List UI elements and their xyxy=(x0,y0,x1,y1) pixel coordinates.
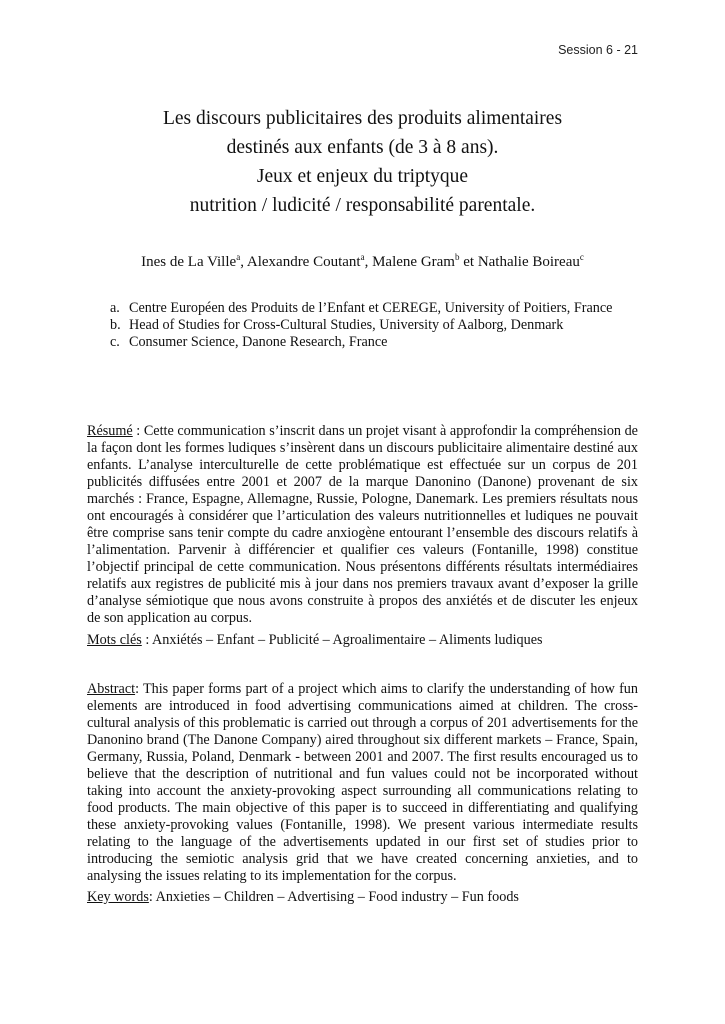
affiliation-marker: b. xyxy=(110,317,121,333)
mots-cles-separator: : xyxy=(141,632,153,648)
author-separator: , xyxy=(364,254,373,270)
abstract-text: This paper forms part of a project which aims to clarify the understanding of how fun elements are introduced in food advertising communications aimed at children. The cross-cultural analysis of this problematic is carried out through a corpus of 201 advertisements for the Danonino brand (The Danone Company) aired throughout six different markets – France, Spain, Germany, Russia, Poland, Denmark - between 2001 and 2007. The first results encouraged us to believe that the description of nutritional and fun values could not be incorporated without taking into account the anxiety-provoking aspect surrounding all communications relating to food products. The main objective of this paper is to succeed in differentiating and qualifying these anxiety-provoking values (Fontanille, 1998). We present various intermediate results relating to the language of the advertisements updated in our first set of studies prior to introducing the semiotic analysis grid that we have created concerning anxieties, and to analysing the issues relating to its implementation for the corpus. xyxy=(87,681,638,884)
author-affiliation-mark: a xyxy=(360,252,365,262)
affiliation-text: Centre Européen des Produits de l’Enfant et CEREGE, University of Poitiers, France xyxy=(129,300,613,316)
key-words-separator: : xyxy=(148,889,156,905)
affiliation-text: Head of Studies for Cross-Cultural Studies, University of Aalborg, Denmark xyxy=(129,317,564,333)
paper-title xyxy=(0,104,725,220)
affiliation-item xyxy=(110,317,650,334)
abstract-paragraph xyxy=(87,681,638,885)
title-line: Les discours publicitaires des produits alimentaires xyxy=(162,108,563,129)
author-affiliation-mark: a xyxy=(236,252,241,262)
session-label: Session 6 - 21 xyxy=(558,43,638,57)
key-words-paragraph xyxy=(87,889,638,906)
resume-heading: Résumé xyxy=(87,423,133,439)
author-list xyxy=(0,252,725,271)
title-line: Jeux et enjeux du triptyque xyxy=(256,166,469,187)
mots-cles-heading: Mots clés xyxy=(87,632,142,648)
affiliation-list xyxy=(110,300,650,351)
abstract-separator: : xyxy=(135,681,143,697)
resume-paragraph xyxy=(87,423,638,627)
title-line: destinés aux enfants (de 3 à 8 ans). xyxy=(226,137,499,158)
affiliation-marker: a. xyxy=(110,300,120,316)
author-name: Alexandre Coutant xyxy=(246,254,361,270)
key-words-text: Anxieties – Children – Advertising – Food industry – Fun foods xyxy=(155,889,519,905)
author-name: Malene Gram xyxy=(372,254,455,270)
resume-text: Cette communication s’inscrit dans un projet visant à approfondir la compréhension de la façon dont les formes ludiques s’insèrent dans un discours publicitaire alimentaire destiné aux enfants. L’analyse interculturelle de cette problématique est effectuée sur un corpus de 201 publicités diffusées entre 2001 et 2007 de la marque Danonino (Danone) provenant de six marchés : France, Espagne, Allemagne, Russie, Pologne, Danemark. Les premiers résultats nous ont encouragés à considérer que l’articulation des valeurs nutritionnelles et ludiques ne pouvait être comprise sans tenir compte du cadre anxiogène entourant l’ensemble des discours relatifs à l’alimentation. Parvenir à différencier et qualifier ces valeurs (Fontanille, 1998) constitue l’objectif principal de cette communication. Nous présentons différents résultats intermédiaires relatifs aux registres de publicité mis à jour dans nos premiers travaux avant d’exposer la grille d’analyse sémiotique que nous avons construite à propos des anxiétés et de discuter les enjeux de son application au corpus. xyxy=(87,423,638,626)
author-affiliation-mark: b xyxy=(454,252,460,262)
key-words-heading: Key words xyxy=(87,889,149,905)
affiliation-item xyxy=(110,300,650,317)
mots-cles-text: Anxiétés – Enfant – Publicité – Agroalimentaire – Aliments ludiques xyxy=(152,632,543,648)
resume-separator: : xyxy=(132,423,144,439)
author-separator: , xyxy=(240,254,247,270)
author-affiliation-mark: c xyxy=(579,252,584,262)
title-line: nutrition / ludicité / responsabilité parentale. xyxy=(189,195,536,216)
author-name: Nathalie Boireau xyxy=(477,254,580,270)
abstract-heading: Abstract xyxy=(87,681,136,697)
mots-cles-paragraph xyxy=(87,632,638,649)
affiliation-item xyxy=(110,334,650,351)
affiliation-marker: c. xyxy=(110,334,120,350)
affiliation-text: Consumer Science, Danone Research, France xyxy=(129,334,388,350)
author-separator: et xyxy=(459,254,478,270)
author-name: Ines de La Ville xyxy=(141,254,237,270)
